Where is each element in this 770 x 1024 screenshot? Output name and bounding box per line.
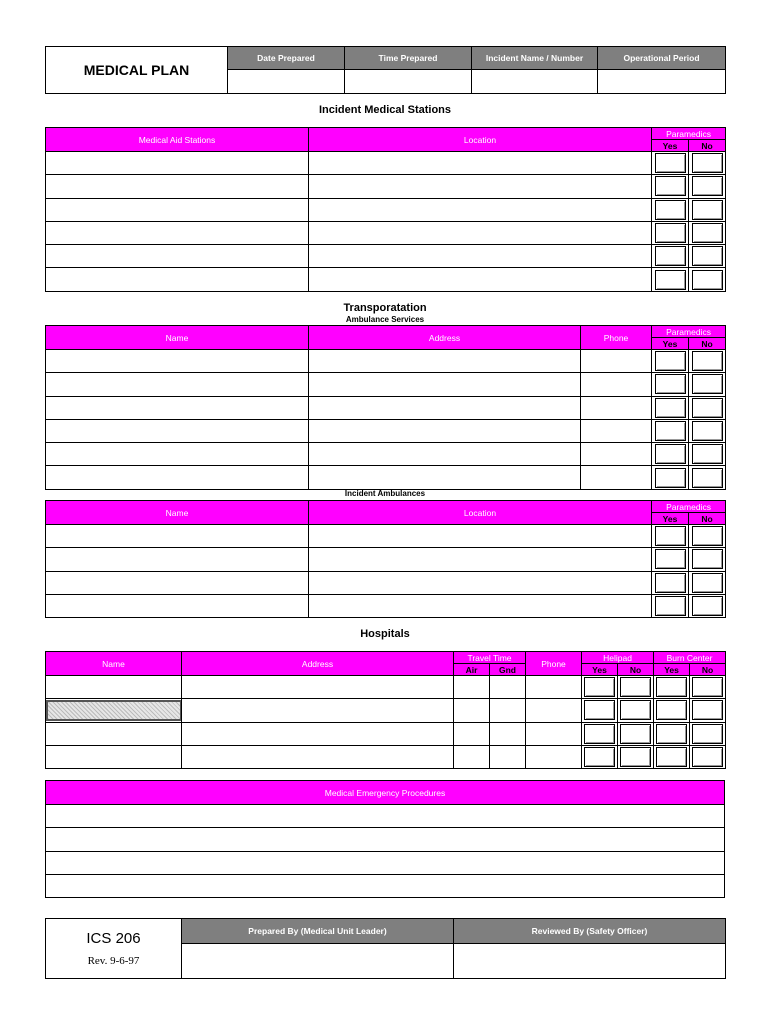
travel-air-field[interactable] [454,699,490,722]
table-row [46,198,726,221]
paramedics-no-checkbox[interactable] [692,351,723,371]
reviewed-by-label: Reviewed By (Safety Officer) [454,919,726,944]
helipad-no-checkbox[interactable] [620,747,651,767]
incident-ambulances-table [45,500,726,618]
burn-center-yes-checkbox-cell [654,722,690,745]
reviewed-by-field[interactable] [454,944,726,979]
paramedics-no-checkbox[interactable] [692,270,723,290]
form-title-text: MEDICAL PLAN [83,62,190,78]
paramedics-yes-checkbox[interactable] [655,351,686,371]
ambulance-name-field[interactable] [46,466,309,489]
paramedics-yes-checkbox-cell [652,175,689,198]
paramedics-yes-checkbox[interactable] [655,200,686,220]
paramedics-no-checkbox-cell [689,594,726,617]
hospital-name-field[interactable] [46,699,182,722]
hospital-phone-field[interactable] [526,699,582,722]
table-row [46,699,726,722]
paramedics-no-checkbox[interactable] [692,246,723,266]
hospital-name-field[interactable] [46,722,182,745]
paramedics-yes-checkbox-cell [652,350,689,373]
travel-gnd-field[interactable] [490,676,526,699]
paramedics-yes-checkbox[interactable] [655,374,686,394]
ambulance-address-field[interactable] [309,350,581,373]
table-row [46,396,726,419]
incident-amb-col-name: Name [46,501,309,525]
hospitals-table [45,651,726,769]
hospital-name-field[interactable] [46,745,182,768]
ambulance-col-phone: Phone [581,326,652,350]
paramedics-no-checkbox-cell [689,350,726,373]
paramedics-no-checkbox-cell [689,175,726,198]
hospital-phone-field[interactable] [526,676,582,699]
procedure-line-field[interactable] [46,874,725,897]
paramedics-yes-checkbox-cell [652,571,689,594]
helipad-no-checkbox-cell [618,699,654,722]
table-row [46,874,725,897]
helipad-yes-checkbox[interactable] [584,724,615,744]
station-location-field[interactable] [309,221,652,244]
hospital-col-burn-center: Burn Center [654,652,726,664]
helipad-yes-checkbox-cell [582,676,618,699]
station-name-field[interactable] [46,198,309,221]
table-row [46,350,726,373]
table-row [46,851,725,874]
burn-center-no-checkbox[interactable] [692,747,723,767]
hospital-col-air: Air [454,664,490,676]
paramedics-yes-checkbox-cell [652,594,689,617]
burn-center-yes-checkbox-cell [654,699,690,722]
burn-center-no-checkbox[interactable] [692,677,723,697]
paramedics-no-checkbox-cell [689,221,726,244]
form-id: ICS 206 [86,930,141,947]
ambulance-address-field[interactable] [309,419,581,442]
paramedics-no-checkbox-cell [689,443,726,466]
table-row [46,722,726,745]
operational-period-label: Operational Period [598,47,726,70]
station-name-field[interactable] [46,268,309,291]
time-prepared-label: Time Prepared [345,47,472,70]
table-row [46,245,726,268]
incident-amb-name-field[interactable] [46,525,309,548]
paramedics-no-checkbox-cell [689,396,726,419]
hospital-col-helipad-yes: Yes [582,664,618,676]
stations-col-paramedics: Paramedics [652,128,726,140]
ambulance-phone-field[interactable] [581,350,652,373]
incident-amb-location-field[interactable] [309,525,652,548]
procedure-line-field[interactable] [46,851,725,874]
ambulance-services-table [45,325,726,490]
paramedics-yes-checkbox-cell [652,419,689,442]
paramedics-yes-checkbox[interactable] [655,270,686,290]
paramedics-no-checkbox[interactable] [692,176,723,196]
paramedics-no-checkbox[interactable] [692,573,723,593]
paramedics-yes-checkbox[interactable] [655,223,686,243]
incident-name-field[interactable] [472,70,598,94]
prepared-by-label: Prepared By (Medical Unit Leader) [182,919,454,944]
form-title [46,47,228,94]
hospital-col-name: Name [46,652,182,676]
hospital-col-burn-yes: Yes [654,664,690,676]
incident-amb-name-field[interactable] [46,594,309,617]
helipad-yes-checkbox-cell [582,699,618,722]
paramedics-yes-checkbox-cell [652,525,689,548]
stations-col-location: Location [309,128,652,152]
paramedics-yes-checkbox-cell [652,268,689,291]
incident-amb-col-no: No [689,513,726,525]
paramedics-no-checkbox[interactable] [692,526,723,546]
paramedics-no-checkbox-cell [689,152,726,175]
station-name-field[interactable] [46,152,309,175]
time-prepared-field[interactable] [345,70,472,94]
paramedics-yes-checkbox-cell [652,373,689,396]
ambulance-col-name: Name [46,326,309,350]
paramedics-yes-checkbox[interactable] [655,246,686,266]
station-location-field[interactable] [309,245,652,268]
helipad-no-checkbox-cell [618,722,654,745]
procedure-line-field[interactable] [46,805,725,828]
paramedics-yes-checkbox[interactable] [655,573,686,593]
paramedics-yes-checkbox-cell [652,396,689,419]
hospital-col-helipad: Helipad [582,652,654,664]
paramedics-no-checkbox-cell [689,571,726,594]
form-revision: Rev. 9-6-97 [87,955,140,967]
paramedics-no-checkbox-cell [689,245,726,268]
incident-amb-location-field[interactable] [309,548,652,571]
form-id-cell [46,919,182,979]
table-row [46,594,726,617]
paramedics-yes-checkbox[interactable] [655,468,686,488]
travel-air-field[interactable] [454,745,490,768]
ambulance-address-field[interactable] [309,466,581,489]
burn-center-no-checkbox-cell [690,722,726,745]
paramedics-no-checkbox-cell [689,525,726,548]
date-prepared-field[interactable] [228,70,345,94]
table-row [46,571,726,594]
procedures-title: Medical Emergency Procedures [46,781,725,805]
hospital-address-field[interactable] [182,676,454,699]
helipad-no-checkbox-cell [618,745,654,768]
paramedics-no-checkbox[interactable] [692,596,723,616]
paramedics-no-checkbox[interactable] [692,468,723,488]
stations-col-no: No [689,140,726,152]
table-row [46,676,726,699]
paramedics-yes-checkbox[interactable] [655,421,686,441]
paramedics-yes-checkbox[interactable] [655,549,686,569]
paramedics-no-checkbox[interactable] [692,421,723,441]
helipad-yes-checkbox-cell [582,722,618,745]
paramedics-no-checkbox[interactable] [692,200,723,220]
ambulance-name-field[interactable] [46,373,309,396]
table-row [46,828,725,851]
hospital-col-phone: Phone [526,652,582,676]
ambulance-col-address: Address [309,326,581,350]
station-name-field[interactable] [46,221,309,244]
helipad-no-checkbox[interactable] [620,700,651,720]
incident-amb-location-field[interactable] [309,594,652,617]
helipad-no-checkbox-cell [618,676,654,699]
paramedics-no-checkbox[interactable] [692,549,723,569]
hospitals-title: Hospitals [360,628,410,640]
helipad-no-checkbox[interactable] [620,724,651,744]
incident-amb-name-field[interactable] [46,548,309,571]
ambulance-col-paramedics: Paramedics [652,326,726,338]
ambulance-phone-field[interactable] [581,443,652,466]
burn-center-no-checkbox-cell [690,745,726,768]
incident-name-label: Incident Name / Number [472,47,598,70]
burn-center-no-checkbox[interactable] [692,700,723,720]
stations-table [45,127,726,292]
ambulance-col-no: No [689,338,726,350]
ambulance-name-field[interactable] [46,396,309,419]
ambulance-address-field[interactable] [309,443,581,466]
stations-col-name: Medical Aid Stations [46,128,309,152]
helipad-yes-checkbox[interactable] [584,677,615,697]
burn-center-no-checkbox-cell [690,676,726,699]
paramedics-yes-checkbox-cell [652,198,689,221]
procedures-table [45,780,725,898]
incident-amb-col-yes: Yes [652,513,689,525]
ambulance-phone-field[interactable] [581,373,652,396]
travel-gnd-field[interactable] [490,699,526,722]
paramedics-no-checkbox[interactable] [692,444,723,464]
table-row [46,525,726,548]
station-location-field[interactable] [309,175,652,198]
stations-title: Incident Medical Stations [318,104,452,116]
hospital-phone-field[interactable] [526,722,582,745]
station-location-field[interactable] [309,268,652,291]
hospital-col-gnd: Gnd [490,664,526,676]
transport-title: Transporatation [343,302,427,314]
helipad-yes-checkbox-cell [582,745,618,768]
helipad-yes-checkbox[interactable] [584,700,615,720]
paramedics-no-checkbox-cell [689,548,726,571]
paramedics-no-checkbox-cell [689,268,726,291]
travel-air-field[interactable] [454,722,490,745]
paramedics-yes-checkbox-cell [652,152,689,175]
table-row [46,419,726,442]
ambulance-name-field[interactable] [46,443,309,466]
paramedics-yes-checkbox[interactable] [655,596,686,616]
ambulance-address-field[interactable] [309,373,581,396]
paramedics-yes-checkbox-cell [652,466,689,489]
ambulance-phone-field[interactable] [581,396,652,419]
incident-amb-col-location: Location [309,501,652,525]
travel-gnd-field[interactable] [490,722,526,745]
station-name-field[interactable] [46,175,309,198]
paramedics-yes-checkbox[interactable] [655,444,686,464]
burn-center-yes-checkbox-cell [654,676,690,699]
paramedics-no-checkbox-cell [689,198,726,221]
burn-center-yes-checkbox[interactable] [656,677,687,697]
station-name-field[interactable] [46,245,309,268]
table-row [46,175,726,198]
ambulance-col-yes: Yes [652,338,689,350]
hospital-address-field[interactable] [182,722,454,745]
ambulance-name-field[interactable] [46,350,309,373]
burn-center-yes-checkbox[interactable] [656,700,687,720]
table-row [46,221,726,244]
hospital-col-travel-time: Travel Time [454,652,526,664]
paramedics-yes-checkbox-cell [652,548,689,571]
travel-air-field[interactable] [454,676,490,699]
hospital-address-field[interactable] [182,745,454,768]
paramedics-no-checkbox[interactable] [692,398,723,418]
hospital-col-address: Address [182,652,454,676]
burn-center-yes-checkbox-cell [654,745,690,768]
ambulance-address-field[interactable] [309,396,581,419]
paramedics-no-checkbox[interactable] [692,153,723,173]
table-row [46,466,726,489]
date-prepared-label: Date Prepared [228,47,345,70]
paramedics-no-checkbox[interactable] [692,374,723,394]
paramedics-yes-checkbox-cell [652,245,689,268]
paramedics-yes-checkbox-cell [652,443,689,466]
paramedics-yes-checkbox-cell [652,221,689,244]
table-row [46,268,726,291]
ambulance-services-subtitle: Ambulance Services [345,315,425,324]
paramedics-yes-checkbox[interactable] [655,526,686,546]
paramedics-no-checkbox[interactable] [692,223,723,243]
procedure-line-field[interactable] [46,828,725,851]
paramedics-no-checkbox-cell [689,466,726,489]
hospital-name-field[interactable] [46,676,182,699]
burn-center-no-checkbox[interactable] [692,724,723,744]
operational-period-field[interactable] [598,70,726,94]
paramedics-no-checkbox-cell [689,373,726,396]
prepared-by-field[interactable] [182,944,454,979]
burn-center-no-checkbox-cell [690,699,726,722]
stations-col-yes: Yes [652,140,689,152]
hospital-phone-field[interactable] [526,745,582,768]
travel-gnd-field[interactable] [490,745,526,768]
table-row [46,373,726,396]
paramedics-no-checkbox-cell [689,419,726,442]
hospital-col-helipad-no: No [618,664,654,676]
station-location-field[interactable] [309,198,652,221]
incident-ambulances-subtitle: Incident Ambulances [344,489,426,498]
paramedics-yes-checkbox[interactable] [655,153,686,173]
header-table [45,46,726,94]
table-row [46,745,726,768]
station-location-field[interactable] [309,152,652,175]
helipad-yes-checkbox[interactable] [584,747,615,767]
incident-amb-name-field[interactable] [46,571,309,594]
helipad-no-checkbox[interactable] [620,677,651,697]
ambulance-name-field[interactable] [46,419,309,442]
hospital-address-field[interactable] [182,699,454,722]
hospital-col-burn-no: No [690,664,726,676]
table-row [46,152,726,175]
ambulance-phone-field[interactable] [581,419,652,442]
incident-amb-col-paramedics: Paramedics [652,501,726,513]
selected-field-highlight[interactable] [46,700,182,721]
table-row [46,548,726,571]
burn-center-yes-checkbox[interactable] [656,747,687,767]
burn-center-yes-checkbox[interactable] [656,724,687,744]
table-row [46,443,726,466]
paramedics-yes-checkbox[interactable] [655,176,686,196]
paramedics-yes-checkbox[interactable] [655,398,686,418]
table-row [46,805,725,828]
incident-amb-location-field[interactable] [309,571,652,594]
footer-table [45,918,726,979]
ambulance-phone-field[interactable] [581,466,652,489]
